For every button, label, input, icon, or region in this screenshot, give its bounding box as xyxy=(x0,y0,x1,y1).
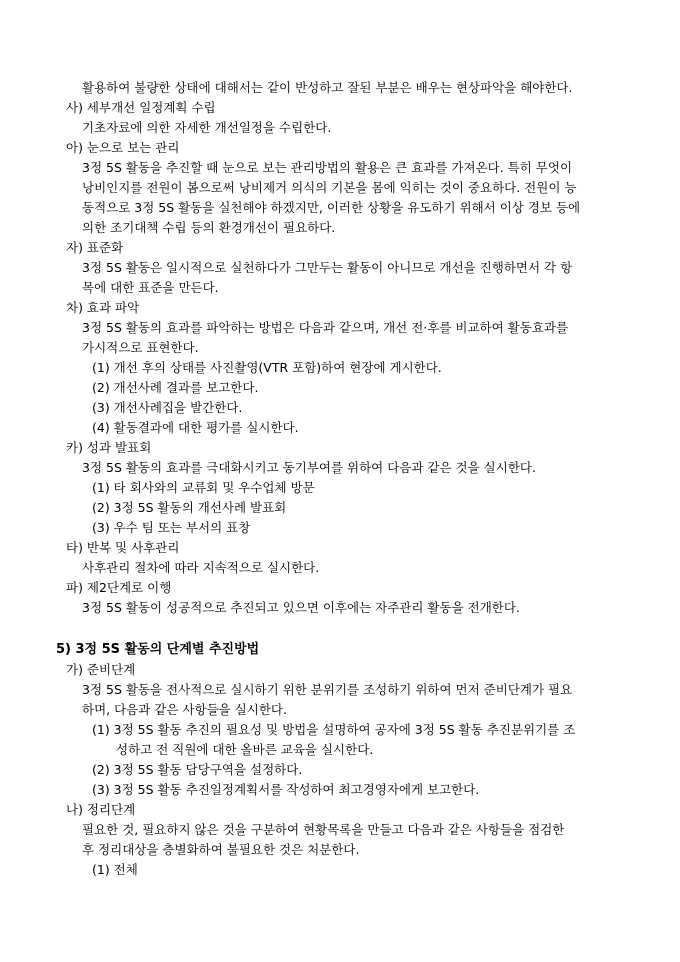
text-line: 하며, 다음과 같은 사항들을 실시한다. xyxy=(82,702,287,717)
text-line: 3정 5S 활동을 추진할 때 눈으로 보는 관리방법의 활용은 큰 효과를 가져온다. 특히 무엇이 xyxy=(82,160,573,175)
list-item: (3) 우수 팀 또는 부서의 표창 xyxy=(92,520,251,535)
text-line: 사후관리 절차에 따라 지속적으로 실시한다. xyxy=(82,560,320,575)
section-heading: 타) 반복 및 사후관리 xyxy=(66,540,180,555)
text-line: 후 정리대상을 층별화하여 불필요한 것은 처분한다. xyxy=(82,842,360,857)
text-line: 의한 조기대책 수립 등의 환경개선이 필요하다. xyxy=(82,220,336,235)
text-line: 3정 5S 활동이 성공적으로 추진되고 있으면 이후에는 자주관리 활동을 전개한다. xyxy=(82,600,520,615)
list-item: (4) 활동결과에 대한 평가를 실시한다. xyxy=(92,420,299,435)
list-item: (3) 개선사례집을 발간한다. xyxy=(92,400,243,415)
section-heading: 자) 표준화 xyxy=(66,240,124,255)
text-line: 가시적으로 표현한다. xyxy=(82,340,199,355)
text-line: 낭비인지를 전원이 봄으로써 낭비제거 의식의 기본을 몸에 익히는 것이 중요하다. 전원이 능 xyxy=(82,180,577,195)
list-item: (2) 개선사례 결과를 보고한다. xyxy=(92,380,259,395)
text-line: 활용하여 불량한 상태에 대해서는 같이 반성하고 잘된 부분은 배우는 현상파악을 해야한다. xyxy=(82,80,573,95)
list-item: (1) 타 회사와의 교류회 및 우수업체 방문 xyxy=(92,480,315,495)
list-item: (3) 3정 5S 활동 추진일정계획서를 작성하여 최고경영자에게 보고한다. xyxy=(92,782,480,797)
section-heading: 파) 제2단계로 이행 xyxy=(66,580,172,595)
list-item-continuation: 성하고 전 직원에 대한 올바른 교육을 실시한다. xyxy=(116,742,374,757)
section-heading: 가) 준비단계 xyxy=(66,662,136,677)
section-heading: 카) 성과 발표회 xyxy=(66,440,152,455)
section-heading: 사) 세부개선 일정계획 수립 xyxy=(66,100,216,115)
text-line: 3정 5S 활동을 전사적으로 실시하기 위한 분위기를 조성하기 위하여 먼저 준비단계가 필요 xyxy=(82,682,573,697)
list-item: (1) 개선 후의 상태를 사진촬영(VTR 포함)하여 현장에 게시한다. xyxy=(92,360,442,375)
text-line: 목에 대한 표준을 만든다. xyxy=(82,280,219,295)
text-line: 동적으로 3정 5S 활동을 실천해야 하겠지만, 이러한 상황을 유도하기 위해서 이상 경보 등에 xyxy=(82,200,581,215)
text-line: 3정 5S 활동의 효과를 파악하는 방법은 다음과 같으며, 개선 전·후를 비교하여 활동효과를 xyxy=(82,320,569,335)
list-item: (2) 3정 5S 활동의 개선사례 발표회 xyxy=(92,500,287,515)
text-line: 필요한 것, 필요하지 않은 것을 구분하여 현황목록을 만들고 다음과 같은 사항들을 점검한 xyxy=(82,822,565,837)
text-line: 3정 5S 활동은 일시적으로 실천하다가 그만두는 활동이 아니므로 개선을 진행하면서 각 항 xyxy=(82,260,573,275)
text-line: 3정 5S 활동의 효과를 극대화시키고 동기부여를 위하여 다음과 같은 것을 실시한다. xyxy=(82,460,536,475)
section-heading: 나) 정리단계 xyxy=(66,802,136,817)
list-item: (2) 3정 5S 활동 담당구역을 설정하다. xyxy=(92,762,303,777)
list-item: (1) 3정 5S 활동 추진의 필요성 및 방법을 설명하여 공자에 3정 5S 활동 추진분위기를 조 xyxy=(92,722,576,737)
text-line: 기초자료에 의한 자세한 개선일정을 수립한다. xyxy=(82,120,332,135)
section-heading: 차) 효과 파악 xyxy=(66,300,140,315)
list-item: (1) 전체 xyxy=(92,862,138,877)
chapter-heading: 5) 3정 5S 활동의 단계별 추진방법 xyxy=(56,642,260,657)
section-heading: 아) 눈으로 보는 관리 xyxy=(66,140,180,155)
